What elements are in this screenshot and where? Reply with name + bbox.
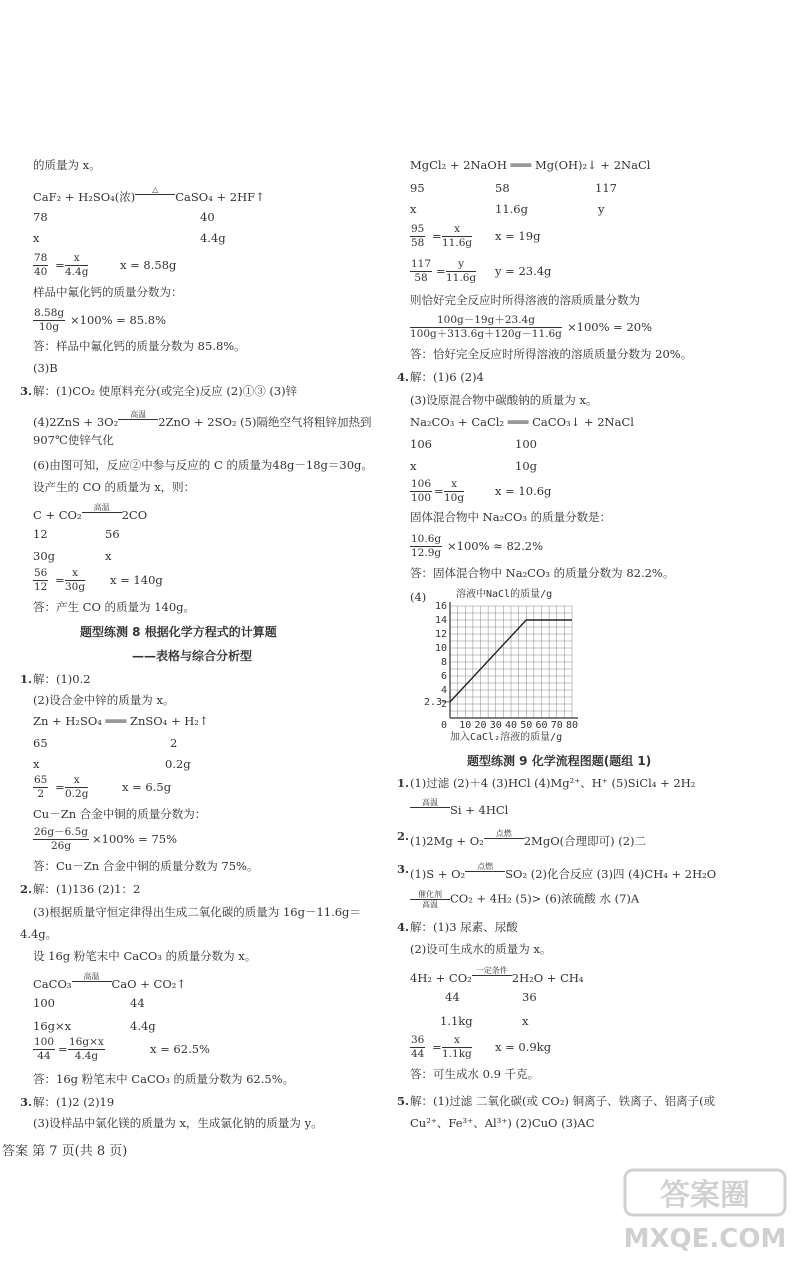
ratio-value: 44 — [445, 990, 460, 1004]
text-line: (3)根据质量守恒定律得出生成二氧化碳的质量为 16g－11.6g＝ — [33, 905, 361, 919]
fraction: $\frac{78}{40}$ — [34, 252, 48, 278]
text-line: 样品中氟化钙的质量分数为： — [33, 285, 183, 299]
question-number: 1. — [397, 776, 410, 790]
x-tick-label: 50 — [520, 720, 533, 731]
fraction: $\frac{8.58g}{10g}$ — [34, 307, 65, 333]
y-tick-label: 2 — [440, 699, 447, 710]
result: x = 6.5g — [122, 780, 172, 794]
equation: Zn + H₂SO₄ ═══ ZnSO₄ + H₂↑ — [33, 714, 209, 728]
ratio-value: 30g — [33, 549, 55, 563]
text-line: Cu－Zn 合金中铜的质量分数为： — [33, 807, 207, 821]
x-tick-label: 20 — [474, 720, 487, 731]
equation: (1)S + O₂ 点燃 SO₂ (2)化合反应 (3)四 (4)CH₄ + 2H₂O — [410, 862, 717, 881]
result: x = 19g — [495, 229, 541, 243]
y-tick-label: 4 — [440, 685, 447, 696]
ratio-value: x — [522, 1014, 529, 1028]
ratio-value: 1.1kg — [440, 1014, 473, 1028]
text-line: 固体混合物中 Na₂CO₃ 的质量分数是： — [410, 510, 612, 524]
section-subheading: ——表格与综合分析型 — [132, 649, 253, 663]
x-tick-label: 60 — [535, 720, 548, 731]
equation — [33, 185, 265, 204]
text-line: (2)设可生成水的质量为 x。 — [410, 942, 552, 956]
equation: 4H₂ + CO₂ 一定条件 2H₂O + CH₄ — [410, 966, 584, 985]
watermark-top: 答案圈 — [660, 1178, 750, 1213]
text-line: (3)设样品中氯化镁的质量为 x，生成氯化钠的质量为 y。 — [33, 1116, 323, 1130]
ratio-value: 4.4g — [200, 231, 226, 245]
fraction: $\frac{16g\times x}{4.4g}$ — [69, 1036, 104, 1062]
result: ×100% ≈ 82.2% — [447, 539, 543, 553]
ratio-value: 106 — [410, 437, 432, 451]
fraction: $\frac{100}{44}$ — [34, 1036, 55, 1062]
y-tick-label: 6 — [440, 671, 447, 682]
equals: = — [432, 1040, 442, 1054]
condition: 高温 — [72, 972, 112, 991]
result: ×100% = 85.8% — [70, 313, 166, 327]
answer-line: 答：样品中氟化钙的质量分数为 85.8%。 — [33, 339, 246, 353]
ratio-value: 12 — [33, 527, 48, 541]
fraction: $\frac{56}{12}$ — [34, 567, 48, 593]
section-heading: 题型练测 8 根据化学方程式的计算题 — [80, 625, 277, 639]
fraction: $\frac{117}{58}$ — [411, 258, 432, 284]
ratio-value: 65 — [33, 736, 48, 750]
y-tick-label: 8 — [440, 657, 447, 668]
result: x = 62.5% — [150, 1042, 210, 1056]
ratio-value: 0.2g — [165, 757, 191, 771]
question-part: (4) — [410, 590, 427, 604]
ratio-value: 117 — [595, 181, 617, 195]
fraction: $\frac{x}{4.4g}$ — [65, 252, 89, 278]
text-line: 的质量为 x。 — [33, 158, 101, 172]
equation: 催化剂 高温 CO₂ + 4H₂ (5)> (6)浓硫酸 水 (7)A — [410, 890, 639, 909]
equals: = — [58, 1042, 68, 1056]
x-tick-label: 80 — [565, 720, 579, 731]
text-line: 解：(1)6 (2)4 — [410, 370, 484, 384]
text-line: 907℃使锌气化 — [33, 433, 114, 447]
equation: 高温 Si + 4HCl — [410, 798, 508, 817]
fraction: $\frac{x}{0.2g}$ — [65, 774, 89, 800]
ratio-value: 16g×x — [33, 1019, 72, 1033]
text-line: 解：(1)2 (2)19 — [33, 1095, 115, 1109]
reactants: CaF₂ + H₂SO₄(浓) — [33, 190, 136, 204]
text-line: 解：(1)3 尿素、尿酸 — [410, 920, 518, 934]
x-tick-label: 30 — [489, 720, 502, 731]
answer-line: 答：恰好完全反应时所得溶液的溶质质量分数为 20%。 — [410, 347, 693, 361]
answer-line: 答：固体混合物中 Na₂CO₃ 的质量分数为 82.2%。 — [410, 566, 675, 580]
ratio-value: x — [105, 549, 112, 563]
result: x = 0.9kg — [495, 1040, 552, 1054]
y-extra-label: 2.3 — [423, 696, 442, 708]
equation: (4)2ZnS + 3O₂ 高温 2ZnO + 2SO₂ (5)隔绝空气将粗锌加热到 — [33, 410, 372, 429]
text-line: 解：(1)过滤 二氧化碳(或 CO₂) 铜离子、铁离子、铝离子(或 — [410, 1094, 716, 1108]
ratio-value: 56 — [105, 527, 120, 541]
question-number: 4. — [397, 920, 410, 934]
condition: 高温 — [82, 503, 122, 522]
condition: 点燃 — [465, 862, 505, 881]
ratio-value: x — [410, 202, 417, 216]
text-line: 解：(1)136 (2)1：2 — [33, 882, 141, 896]
equals: = — [55, 258, 65, 272]
x-tick-label: 40 — [504, 720, 518, 731]
equals: = — [55, 780, 65, 794]
text-line: (2)设合金中锌的质量为 x。 — [33, 693, 175, 707]
question-number: 4. — [397, 370, 410, 384]
fraction: $\frac{95}{58}$ — [411, 223, 425, 249]
y-tick-label: 14 — [434, 615, 447, 626]
ratio-value: 2 — [170, 736, 178, 750]
text-line: 设 16g 粉笔末中 CaCO₃ 的质量分数为 x。 — [33, 949, 257, 963]
text-line: (3)设原混合物中碳酸钠的质量为 x。 — [410, 393, 598, 407]
text-line: 解：(1)0.2 — [33, 672, 91, 686]
origin-label: 0 — [440, 720, 447, 731]
question-number: 3. — [397, 862, 410, 876]
ratio-value: 40 — [200, 210, 215, 224]
text-line: 解：(1)CO₂ 使原料充分(或完全)反应 (2)①③ (3)锌 — [33, 384, 298, 398]
text-line: (3)B — [33, 361, 58, 375]
result: x = 10.6g — [495, 484, 552, 498]
y-tick-label: 16 — [434, 601, 447, 612]
text-line: 则恰好完全反应时所得溶液的溶质质量分数为 — [410, 293, 640, 307]
fraction: $\frac{x}{11.6g}$ — [442, 223, 473, 249]
y-tick-label: 12 — [434, 629, 447, 640]
ratio-value: 44 — [130, 996, 145, 1010]
equation: Na₂CO₃ + CaCl₂ ═══ CaCO₃↓ + 2NaCl — [410, 415, 634, 429]
fraction: $\frac{x}{1.1kg}$ — [442, 1034, 472, 1060]
question-number: 3. — [20, 1095, 33, 1109]
fraction: $\frac{10.6g}{12.9g}$ — [411, 533, 442, 559]
ratio-value: 58 — [495, 181, 510, 195]
fraction: $\frac{36}{44}$ — [411, 1034, 425, 1060]
ratio-value: x — [33, 757, 40, 771]
text-line: (6)由图可知，反应②中参与反应的 C 的质量为48g－18g＝30g。 — [33, 458, 373, 472]
answer-line: 答：产生 CO 的质量为 140g。 — [33, 600, 196, 614]
ratio-value: 10g — [515, 459, 537, 473]
fraction: $\frac{y}{11.6g}$ — [446, 258, 477, 284]
text-line: (1)过滤 (2)＋4 (3)HCl (4)Mg²⁺、H⁺ (5)SiCl₄ + 2H₂ — [410, 776, 696, 790]
page-footer: 答案 第 7 页(共 8 页) — [2, 1144, 128, 1159]
condition: 一定条件 — [472, 966, 512, 985]
condition: 高温 — [118, 410, 158, 429]
answer-line: 答：可生成水 0.9 千克。 — [410, 1067, 540, 1081]
equals: = — [436, 264, 446, 278]
answer-line: 答：Cu－Zn 合金中铜的质量分数为 75%。 — [33, 859, 259, 873]
chart-xlabel: 加入CaCl₂溶液的质量/g — [450, 732, 563, 743]
result: x = 8.58g — [120, 258, 177, 272]
fraction: $\frac{x}{10g}$ — [444, 478, 465, 504]
condition: 点燃 — [484, 829, 524, 848]
question-number: 2. — [20, 882, 33, 896]
ratio-value: 100 — [515, 437, 537, 451]
result: y = 23.4g — [495, 264, 552, 278]
text-line: Cu²⁺、Fe³⁺、Al³⁺) (2)CuO (3)AC — [410, 1116, 595, 1130]
ratio-value: x — [410, 459, 417, 473]
question-number: 1. — [20, 672, 33, 686]
answer-line: 答：16g 粉笔末中 CaCO₃ 的质量分数为 62.5%。 — [33, 1072, 295, 1086]
x-tick-label: 10 — [459, 720, 472, 731]
text-line: 设产生的 CO 的质量为 x，则： — [33, 480, 196, 494]
equation: (1)2Mg + O₂ 点燃 2MgO(合理即可) (2)二 — [410, 829, 647, 848]
watermark-bottom: MXQE.COM — [623, 1224, 787, 1254]
fraction: $\frac{65}{2}$ — [34, 774, 48, 800]
ratio-value: 95 — [410, 181, 425, 195]
section-heading: 题型练测 9 化学流程图题(题组 1) — [467, 754, 652, 768]
ratio-value: y — [598, 202, 605, 216]
equals: = — [432, 229, 442, 243]
equals: = — [434, 484, 444, 498]
ratio-value: 36 — [522, 990, 537, 1004]
condition: 高温 — [410, 798, 450, 817]
fraction: $\frac{x}{30g}$ — [65, 567, 86, 593]
question-number: 5. — [397, 1094, 410, 1108]
ratio-value: x — [33, 231, 40, 245]
ratio-value: 100 — [33, 996, 55, 1010]
chart-title: 溶液中NaCl的质量/g — [456, 589, 553, 600]
ratio-value: 4.4g — [130, 1019, 156, 1033]
condition: △ — [135, 185, 175, 204]
ratio-value: 78 — [33, 210, 48, 224]
chart-series — [442, 620, 572, 702]
fraction: $\frac{106}{100}$ — [411, 478, 432, 504]
x-tick-label: 70 — [550, 720, 563, 731]
fraction: $\frac{100g-19g+23.4g}{100g+313.6g+120g-11.6g}$ — [410, 314, 562, 340]
condition: 催化剂 高温 — [410, 890, 450, 909]
result: x = 140g — [110, 573, 163, 587]
watermark-logo — [620, 1165, 790, 1255]
equation: C + CO₂ 高温 2CO — [33, 503, 148, 522]
text-line: 4.4g。 — [20, 927, 58, 941]
result: ×100% = 75% — [92, 832, 178, 846]
ratio-value: 11.6g — [495, 202, 528, 216]
result: ×100% = 20% — [567, 320, 653, 334]
fraction: $\frac{26g-6.5g}{26g}$ — [34, 826, 89, 852]
question-number: 3. — [20, 384, 33, 398]
equation: MgCl₂ + 2NaOH ═══ Mg(OH)₂↓ + 2NaCl — [410, 158, 651, 172]
nacl-mass-chart — [420, 585, 615, 745]
products: CaSO₄ + 2HF↑ — [175, 190, 265, 204]
y-tick-label: 10 — [434, 643, 447, 654]
equation: CaCO₃ 高温 CaO + CO₂↑ — [33, 972, 187, 991]
question-number: 2. — [397, 829, 410, 843]
equals: = — [55, 573, 65, 587]
